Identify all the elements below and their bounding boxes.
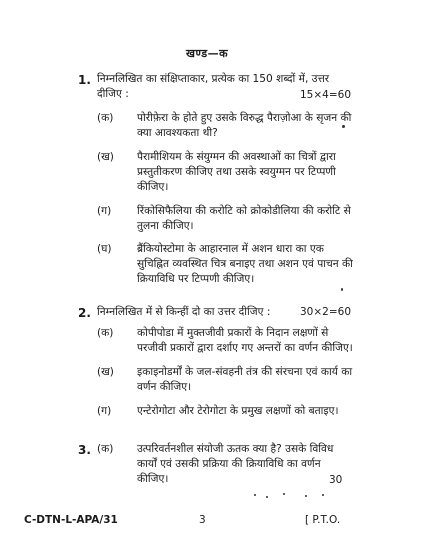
scan-speck — [342, 125, 345, 128]
scan-speck — [305, 495, 307, 497]
scan-speck — [283, 493, 285, 495]
q1-part-b-line3: कीजिए। — [137, 181, 169, 193]
q2-part-a-label: (क) — [97, 327, 114, 339]
q3-marks: 30 — [329, 474, 343, 486]
q1-part-d-line3: क्रियाविधि पर टिप्पणी कीजिए। — [137, 273, 255, 285]
scan-speck — [254, 494, 256, 496]
q1-part-d-line1: ब्रैंकियोस्टोमा के आहारनाल में अशन धारा का एक — [137, 243, 324, 255]
q1-part-b-line1: पैरामीशियम के संयुग्मन की अवस्थाओं का चित्रों द्वारा — [137, 151, 336, 163]
scan-speck — [322, 494, 324, 496]
q1-part-b-line2: प्रस्तुतीकरण कीजिए तथा उसके स्वयुग्मन पर टिप्पणी — [137, 166, 336, 178]
q1-part-d-line2: सुचिह्नित व्यवस्थित चित्र बनाइए तथा अशन एवं पाचन की — [137, 258, 353, 270]
q2-marks: 30×2=60 — [300, 306, 351, 318]
q2-instruction: निम्नलिखित में से किन्हीं दो का उत्तर दीजिए : — [97, 306, 271, 318]
scan-speck — [266, 496, 268, 498]
q2-part-b-line2: वर्णन कीजिए। — [137, 381, 192, 393]
q1-part-c-label: (ग) — [97, 205, 112, 217]
q1-number: 1. — [78, 73, 91, 87]
q1-part-c-line1: रिंकोसिफैलिया की करोटि को क्रोकोडीलिया की करोटि से — [137, 205, 351, 217]
q1-marks: 15×4=60 — [300, 89, 351, 101]
q3-part-a-line2: कार्यों एवं उसकी प्रक्रिया की क्रियाविधि का वर्णन — [137, 458, 321, 470]
q3-part-a-label: (क) — [97, 443, 114, 455]
pto-label: [ P.T.O. — [305, 514, 341, 526]
q1-part-a-line1: पोरीफ़ेरा के होते हुए उसके विरुद्ध पैराज़ोआ के सृजन की — [137, 112, 352, 124]
q1-instruction-line1: निम्नलिखित का संक्षिप्ताकार, प्रत्येक का 150 शब्दों में, उत्तर — [97, 73, 330, 85]
q3-part-a-line1: उत्परिवर्तनशील संयोजी ऊतक क्या है? उसके विविध — [137, 443, 334, 455]
q2-part-b-label: (ख) — [97, 366, 114, 378]
q2-part-a-line1: कोपीपोडा में मुक्तजीवी प्रकारों के निदान लक्षणों से — [137, 327, 329, 339]
q1-part-c-line2: तुलना कीजिए। — [137, 220, 194, 232]
q1-part-a-label: (क) — [97, 112, 114, 124]
q2-number: 2. — [78, 306, 91, 320]
q1-instruction-line2: दीजिए : — [97, 88, 129, 100]
q1-part-a-line2: क्या आवश्यकता थी? — [137, 127, 218, 139]
section-heading: खण्ड—क — [186, 47, 229, 60]
page-number: 3 — [199, 514, 206, 526]
q2-part-b-line1: इकाइनोडर्मों के जल-संवहनी तंत्र की संरचना एवं कार्य का — [137, 366, 353, 378]
scan-speck — [341, 288, 343, 291]
q1-part-d-label: (घ) — [97, 243, 112, 255]
q3-number: 3. — [78, 443, 91, 457]
q2-part-c-line1: एन्टेरोगोटा और टेरोगोटा के प्रमुख लक्षणों को बताइए। — [137, 405, 339, 417]
q1-part-b-label: (ख) — [97, 151, 114, 163]
q3-part-a-line3: कीजिए। — [137, 473, 169, 485]
q2-part-a-line2: परजीवी प्रकारों द्वारा दर्शाए गए अन्तरों का वर्णन कीजिए। — [137, 342, 353, 354]
paper-code: C-DTN-L-APA/31 — [24, 514, 118, 526]
q2-part-c-label: (ग) — [97, 405, 112, 417]
